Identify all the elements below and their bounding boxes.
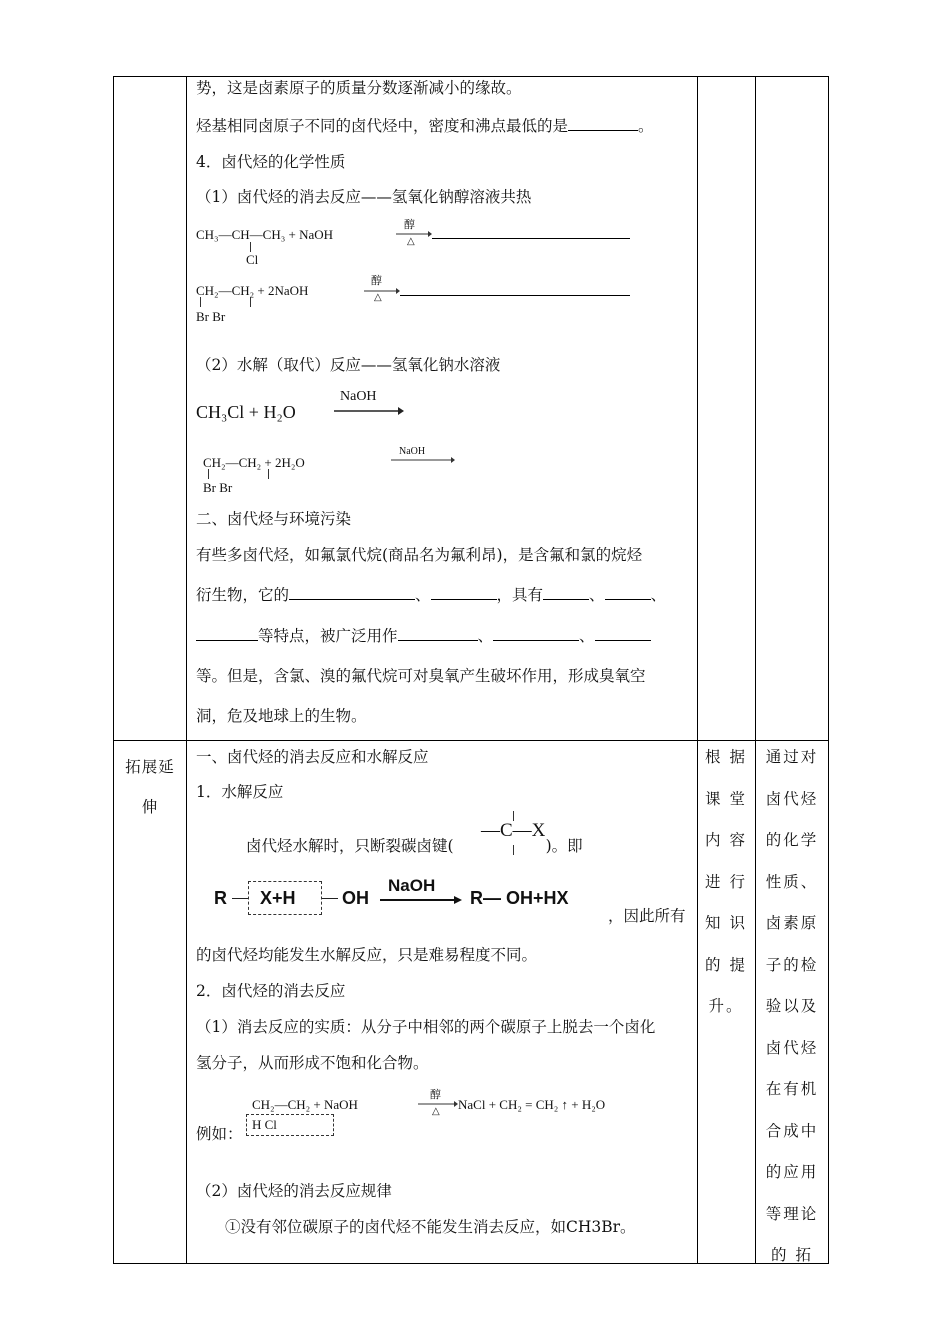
table-divider-1 xyxy=(186,76,187,1264)
column4-text-line: 的 拓 xyxy=(771,1246,813,1264)
table-row-divider xyxy=(113,740,828,741)
column3-text-line: 根 据 xyxy=(705,748,747,766)
answer-blank xyxy=(431,585,497,600)
column4-text-line: 通过对 xyxy=(765,748,819,766)
equation-oh: OH xyxy=(342,888,369,908)
table-divider-3 xyxy=(755,76,756,1264)
equation-elimination-product: NaCl + CH₂ = CH₂ ↑ + H₂O xyxy=(458,1097,606,1112)
section-heading-reactions: 一、卤代烃的消去反应和水解反应 xyxy=(196,748,429,766)
condition-alcohol: 醇 xyxy=(371,275,382,287)
paragraph-essence-line2: 氢分子，从而形成不饱和化合物。 xyxy=(196,1054,429,1072)
column4-text-line: 合成中 xyxy=(765,1121,819,1140)
condition-alcohol: 醇 xyxy=(430,1089,441,1101)
reaction-arrow xyxy=(334,406,404,416)
answer-blank xyxy=(605,585,651,600)
reaction-arrow xyxy=(396,230,432,238)
answer-line xyxy=(432,238,630,239)
condition-heat: △ xyxy=(407,236,415,247)
question-lowest-boiling: 烃基相同卤原子不同的卤代烃中，密度和沸点最低的是 。 xyxy=(196,117,654,135)
condition-naoh: NaOH xyxy=(399,446,426,457)
column3-text-line: 进 行 xyxy=(705,872,747,891)
condition-naoh: NaOH xyxy=(340,389,377,404)
section-heading-environment: 二、卤代烃与环境污染 xyxy=(196,510,352,528)
row-label-extension: 拓展延 伸 xyxy=(125,758,175,816)
table-border-top xyxy=(113,76,828,77)
column4-text-line: 卤代烃 xyxy=(765,789,819,808)
column4-text-line: 子的检 xyxy=(765,955,819,974)
equation-substituent-br: Br Br xyxy=(203,480,233,495)
heading-chemical-properties: 4．卤代烃的化学性质 xyxy=(196,153,346,171)
column4-text-line: 的化学 xyxy=(765,831,819,849)
condition-alcohol: 醇 xyxy=(404,219,415,231)
paragraph-therefore: ，因此所有 xyxy=(608,907,686,925)
paragraph-ozone-line2: 洞，危及地球上的生物。 xyxy=(196,707,367,725)
answer-blank xyxy=(493,626,579,641)
answer-blank xyxy=(289,585,415,600)
equation-substituent-br: Br Br xyxy=(196,309,226,324)
paragraph-essence: （1）消去反应的实质：从分子中相邻的两个碳原子上脱去一个卤化 xyxy=(196,1018,656,1036)
paragraph-bond-break: 卤代烃水解时，只断裂碳卤键( )。即 xyxy=(246,837,583,855)
condition-heat: △ xyxy=(374,292,382,303)
column4-text-line: 等理论 xyxy=(765,1204,819,1223)
heading-hydrolysis: 1．水解反应 xyxy=(196,783,284,801)
column4-text-line: 验以及 xyxy=(765,997,819,1015)
reaction-arrow xyxy=(364,287,400,295)
table-border-left xyxy=(113,76,114,1264)
subheading-elimination: （1）卤代烃的消去反应——氢氧化钠醇溶液共热 xyxy=(196,188,532,206)
column4-text-line: 卤代烃 xyxy=(765,1038,819,1057)
equation-substituent-h-cl: H Cl xyxy=(252,1117,277,1132)
heading-elimination: 2．卤代烃的消去反应 xyxy=(196,982,346,1000)
paragraph-freon-line3: 等特点，被广泛用作 、 、 xyxy=(196,626,651,646)
answer-blank xyxy=(196,626,258,641)
answer-blank xyxy=(568,116,638,131)
equation-product: R— OH+HX xyxy=(470,888,569,908)
reaction-arrow xyxy=(380,895,462,905)
column4-text-line: 卤素原 xyxy=(765,914,819,932)
column4-text-line: 性质、 xyxy=(765,872,819,891)
equation-substituent-cl: Cl xyxy=(246,252,259,267)
column4-text-line: 在有机 xyxy=(765,1080,819,1098)
condition-naoh: NaOH xyxy=(388,876,436,895)
equation-hydrolysis-1: CH₃Cl + H₂O xyxy=(196,402,296,422)
column3-text-line: 内 容 xyxy=(705,831,747,849)
answer-blank xyxy=(595,626,651,641)
subheading-hydrolysis: （2）水解（取代）反应——氢氧化钠水溶液 xyxy=(196,356,501,374)
paragraph-trend: 势，这是卤素原子的质量分数逐渐减小的缘故。 xyxy=(196,79,522,97)
answer-blank xyxy=(398,626,478,641)
equation-elimination-example: CH₂—CH₂ + NaOH xyxy=(252,1097,358,1112)
paragraph-ozone: 等。但是，含氯、溴的氟代烷可对臭氧产生破坏作用，形成臭氧空 xyxy=(196,667,646,685)
column4-text-line: 的应用 xyxy=(765,1163,819,1181)
equation-elimination-1: CH₃—CH—CH₃ + NaOH xyxy=(196,227,334,242)
answer-line xyxy=(400,295,630,296)
reaction-arrow xyxy=(391,456,455,464)
answer-blank xyxy=(543,585,589,600)
rule-1: ①没有邻位碳原子的卤代烃不能发生消去反应，如CH3Br。 xyxy=(225,1218,636,1236)
condition-heat: △ xyxy=(432,1106,440,1117)
table-border-right xyxy=(828,76,829,1264)
column3-text-line: 的 提 xyxy=(705,955,747,974)
heading-elimination-rules: （2）卤代烃的消去反应规律 xyxy=(196,1182,392,1200)
reaction-arrow xyxy=(418,1100,458,1108)
equation-r: R xyxy=(214,888,227,908)
structure-carbon-halogen: —C—X xyxy=(481,820,546,841)
table-border-bottom xyxy=(113,1263,828,1264)
equation-elimination-2: CH₂—CH₂ + 2NaOH xyxy=(196,283,309,298)
table-divider-2 xyxy=(697,76,698,1264)
equation-x-h: X+H xyxy=(260,888,296,908)
equation-hydrolysis-2: CH₂—CH₂ + 2H₂O xyxy=(203,455,305,470)
column3-text-line: 课 堂 xyxy=(705,789,747,808)
paragraph-all-hydrolyze: 的卤代烃均能发生水解反应，只是难易程度不同。 xyxy=(196,946,538,964)
column3-text-line: 升。 xyxy=(708,997,744,1015)
paragraph-freon: 有些多卤代烃，如氟氯代烷(商品名为氟利昂)，是含氟和氯的烷烃 xyxy=(196,546,643,564)
example-label: 例如： xyxy=(196,1125,243,1143)
paragraph-freon-line2: 衍生物，它的 、 ，具有 、 、 xyxy=(196,586,667,604)
column3-text-line: 知 识 xyxy=(705,914,747,932)
